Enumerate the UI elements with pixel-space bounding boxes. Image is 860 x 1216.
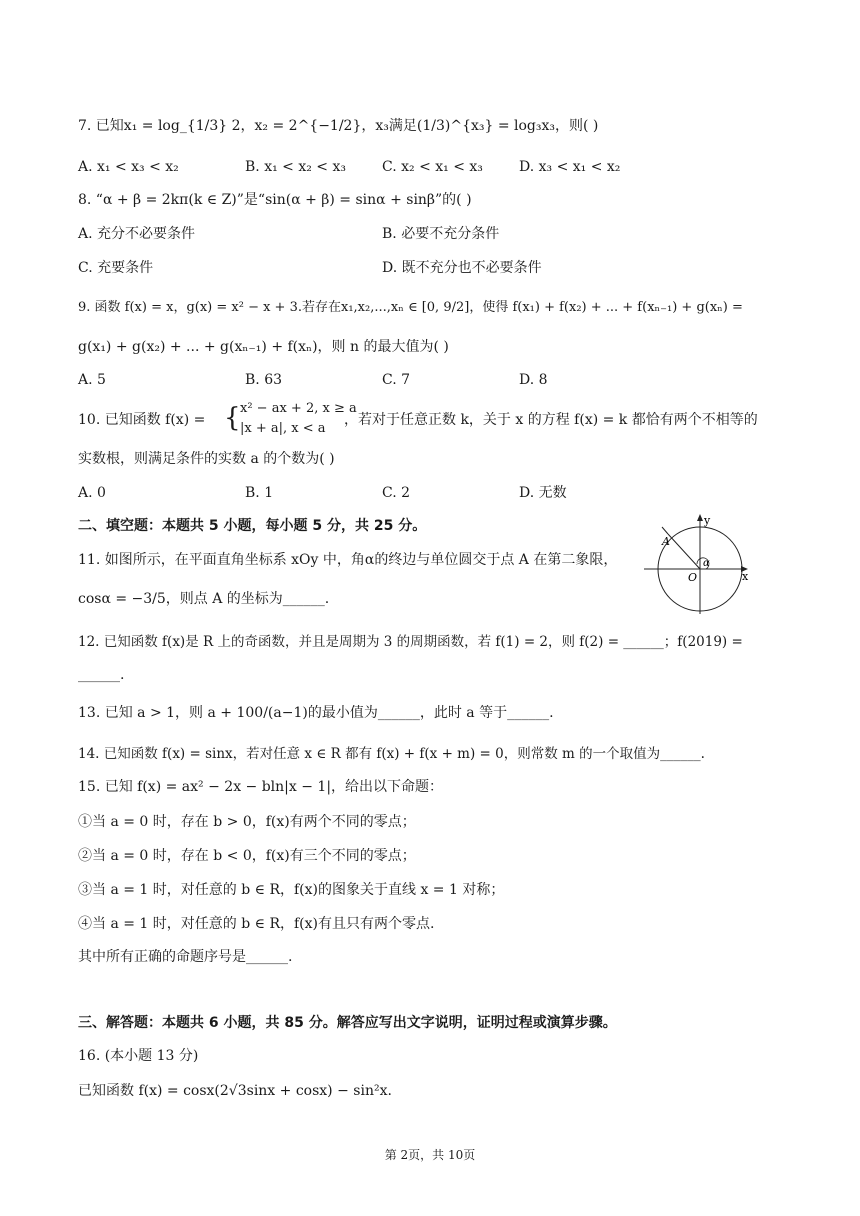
page-footer: 第 2页，共 10页 [384,1148,476,1162]
q7-option-a: A. x₁ < x₃ < x₂ [78,159,179,175]
q8-option-c: C. 充要条件 [78,260,154,276]
q12-line2: ______. [78,667,125,683]
q10-line2: 实数根，则满足条件的实数 a 的个数为( ) [78,451,335,467]
label-alpha: α [703,558,710,569]
q10-brace: { [224,403,241,433]
section-answer-heading: 三、解答题：本题共 6 小题，共 85 分。解答应写出文字说明，证明过程或演算步骤。 [78,1015,617,1031]
label-o: O [688,571,698,584]
q7-option-b: B. x₁ < x₂ < x₃ [245,159,346,175]
q16-head: 16. (本小题 13 分) [78,1048,199,1064]
section-fill-in-heading: 二、填空题：本题共 5 小题，每小题 5 分，共 25 分。 [78,518,427,534]
q9-option-d: D. 8 [519,372,548,388]
unit-circle-figure [636,512,754,616]
terminal-side [668,534,700,569]
q8-stem: 8. “α + β = 2kπ(k ∈ Z)”是“sin(α + β) = sinα + sinβ”的( ) [78,192,472,208]
q12-line1: 12. 已知函数 f(x)是 R 上的奇函数，并且是周期为 3 的周期函数，若 f(1) = 2，则 f(2) = ______；f(2019) = [78,634,743,650]
label-y: y [704,514,711,527]
q7-option-d: D. x₃ < x₁ < x₂ [519,159,621,175]
y-axis-arrow-icon [697,514,703,521]
q10-option-a: A. 0 [78,485,106,501]
q15-item-3: ③当 a = 1 时，对任意的 b ∈ R，f(x)的图象关于直线 x = 1 对称； [78,882,505,898]
q9-option-c: C. 7 [382,372,411,388]
q10-option-d: D. 无数 [519,485,567,501]
q8-option-a: A. 充分不必要条件 [78,226,196,242]
q11-line1: 11. 如图所示，在平面直角坐标系 xOy 中，角α的终边与单位圆交于点 A 在第二象限， [78,552,618,568]
q9-line1: 9. 函数 f(x) = x，g(x) = x² − x + 3.若存在x₁,x₂,...,xₙ ∈ [0, 9/2]，使得 f(x₁) + f(x₂) + ... + f(xₙ₋₁) + g(xₙ) = [78,300,743,315]
q14: 14. 已知函数 f(x) = sinx，若对任意 x ∈ R 都有 f(x) + f(x + m) = 0，则常数 m 的一个取值为______. [78,746,705,762]
q9-option-b: B. 63 [245,372,283,388]
q10-prefix: 10. 已知函数 f(x) = [78,412,206,428]
q7-stem: 7. 已知x₁ = log_{1/3} 2，x₂ = 2^{−1/2}，x₃满足(1/3)^{x₃} = log₃x₃，则( ) [78,118,599,134]
label-a: A [662,535,670,548]
q11-line2: cosα = −3/5，则点 A 的坐标为______. [78,591,330,607]
q10-case2: |x + a|, x < a [240,421,326,436]
q15-stem: 15. 已知 f(x) = ax² − 2x − bln|x − 1|，给出以下命题： [78,779,444,795]
q9-option-a: A. 5 [78,372,106,388]
q15-item-1: ①当 a = 0 时，存在 b > 0，f(x)有两个不同的零点； [78,814,416,830]
label-x: x [742,570,749,583]
q8-option-d: D. 既不充分也不必要条件 [382,260,542,276]
q10-suffix: ，若对于任意正数 k，关于 x 的方程 f(x) = k 都恰有两个不相等的 [344,412,758,428]
q10-option-b: B. 1 [245,485,274,501]
q15-item-4: ④当 a = 1 时，对任意的 b ∈ R，f(x)有且只有两个零点. [78,916,435,932]
q13: 13. 已知 a > 1，则 a + 100/(a−1)的最小值为______，此时 a 等于______. [78,705,554,721]
q16-body: 已知函数 f(x) = cosx(2√3sinx + cosx) − sin²x. [78,1083,392,1099]
q15-tail: 其中所有正确的命题序号是______. [78,949,293,965]
q7-option-c: C. x₂ < x₁ < x₃ [382,159,483,175]
q15-item-2: ②当 a = 0 时，存在 b < 0，f(x)有三个不同的零点； [78,848,416,864]
q10-option-c: C. 2 [382,485,411,501]
q9-line2: g(x₁) + g(x₂) + ... + g(xₙ₋₁) + f(xₙ)，则 n 的最大值为( ) [78,339,449,355]
q8-option-b: B. 必要不充分条件 [382,226,500,242]
q10-case1: x² − ax + 2, x ≥ a [240,401,357,416]
